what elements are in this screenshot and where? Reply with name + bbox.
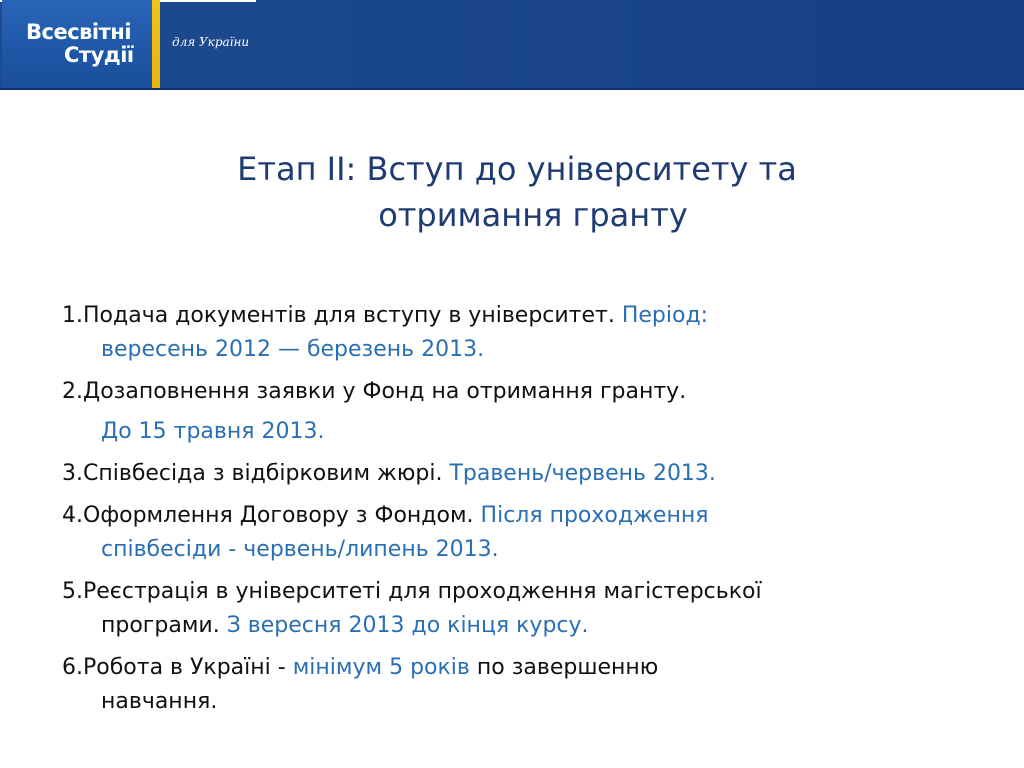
item-continuation-text: навчання.: [101, 689, 218, 714]
list-item-5: [62, 575, 992, 643]
slide-title-line1: Етап II: Вступ до університету та: [237, 150, 797, 188]
item-continuation-text: програми.: [101, 613, 227, 638]
logo-text-line2: Студії: [64, 43, 134, 67]
logo-divider: [152, 0, 160, 88]
slide-title: [0, 146, 1024, 238]
item-text: Дозаповнення заявки у Фонд на отримання гранту.: [83, 379, 687, 404]
item-text: Подача документів для вступу в університет.: [83, 303, 622, 328]
item-highlight: Травень/червень 2013.: [449, 461, 716, 486]
item-highlight: Період:: [621, 303, 709, 328]
item-number: 5.: [62, 579, 83, 604]
logo-text-line1: Всесвітні: [26, 20, 132, 44]
item-continuation-highlight: До 15 травня 2013.: [101, 419, 325, 444]
list-item-1: [62, 299, 992, 367]
item-continuation: [62, 609, 992, 643]
item-text-tail: по завершенню: [469, 655, 659, 680]
item-text: Робота в Україні -: [83, 655, 293, 680]
item-number: 4.: [62, 503, 83, 528]
steps-list: [62, 299, 992, 727]
list-item-6: [62, 651, 992, 719]
item-number: 3.: [62, 461, 83, 486]
list-item-3: [62, 457, 992, 491]
item-highlight: мінімум 5 років: [292, 655, 470, 680]
item-continuation-highlight: співбесіди - червень/липень 2013.: [101, 537, 499, 562]
item-continuation-highlight: вересень 2012 — березень 2013.: [101, 337, 485, 362]
item-number: 1.: [62, 303, 83, 328]
item-text: Оформлення Договору з Фондом.: [83, 503, 481, 528]
item-number: 6.: [62, 655, 83, 680]
list-item-4: [62, 499, 992, 567]
logo-subtitle: для України: [172, 35, 250, 49]
item-number: 2.: [62, 379, 83, 404]
list-item-2: [62, 375, 992, 449]
slide-title-line2: отримання гранту: [378, 196, 688, 234]
item-highlight: Після проходження: [480, 503, 709, 528]
item-continuation-highlight: З вересня 2013 до кінця курсу.: [226, 613, 589, 638]
item-text: Співбесіда з відбірковим жюрі.: [83, 461, 450, 486]
item-text: Реєстрація в університеті для проходження магістерської: [83, 579, 762, 604]
